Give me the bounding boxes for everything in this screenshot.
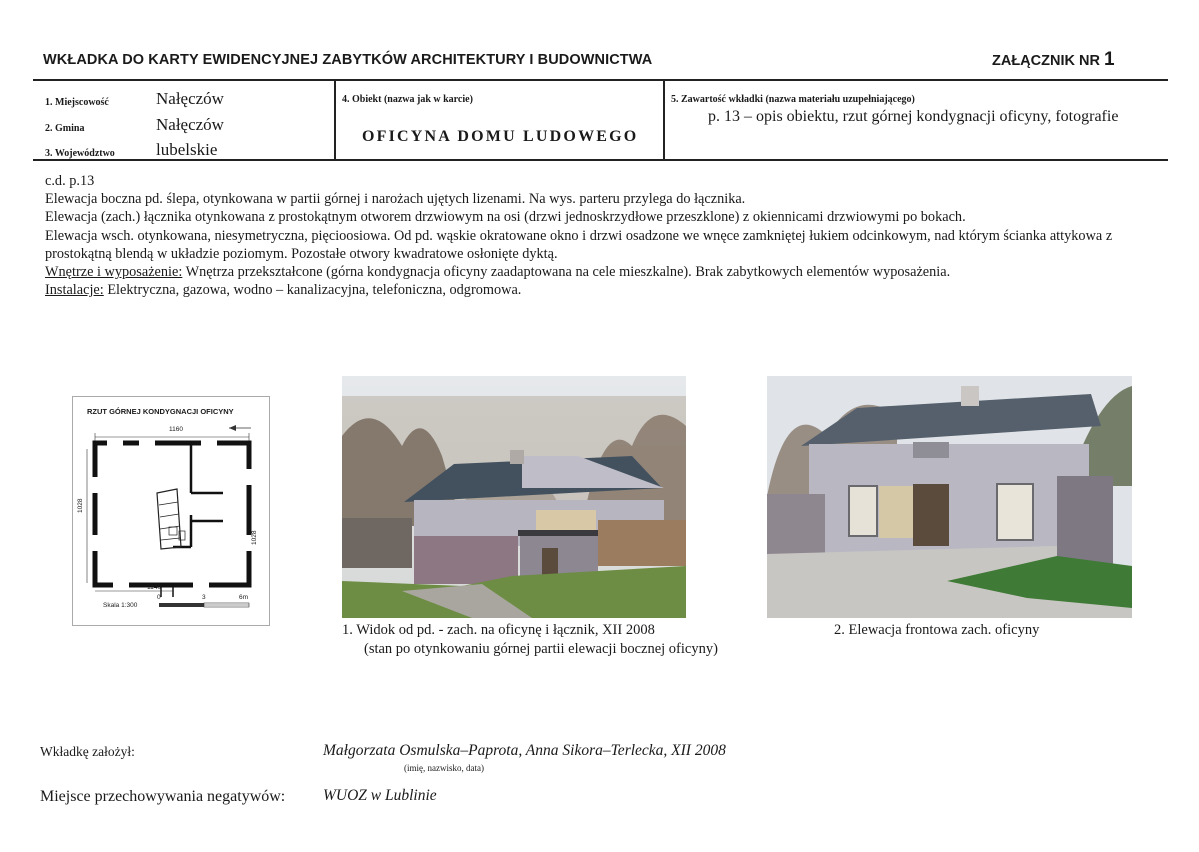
field-label-gmina: 2. Gmina xyxy=(45,123,85,134)
plan-dimension-left: 1028 xyxy=(77,498,84,513)
photo-2-image xyxy=(767,376,1132,618)
plan-scale-label: Skala 1:300 xyxy=(103,602,138,609)
attachment-number-value: 1 xyxy=(1103,49,1115,70)
floor-plan-title: RZUT GÓRNEJ KONDYGNACJI OFICYNY xyxy=(87,407,234,416)
description-line: Elewacja wsch. otynkowana, niesymetryczna, pięcioosiowa. Od pd. wąskie okratowane okno i drzwi osadzone we wnęce zamkniętej łukiem odcinkowym, nad którym ścianka attykowa z prostokątną blendą w układzie poziomym. Pozostałe otwory kwadratowe osłonięte dyktą. xyxy=(45,227,1113,262)
photo-2 xyxy=(767,376,1132,618)
document-title: WKŁADKA DO KARTY EWIDENCYJNEJ ZABYTKÓW ARCHITEKTURY I BUDOWNICTWA xyxy=(43,52,653,68)
header-rule-top xyxy=(33,79,1168,81)
field-value-wojewodztwo: lubelskie xyxy=(156,140,218,159)
storage-value: WUOZ w Lublinie xyxy=(323,787,437,804)
attachment-number xyxy=(992,49,1115,71)
description-line: Elewacja boczna pd. ślepa, otynkowana w partii górnej i narożach ujętych lizenami. Na wys. parteru przylega do łącznika. xyxy=(45,191,746,208)
author-value: Małgorzata Osmulska–Paprota, Anna Sikora–Terlecka, XII 2008 xyxy=(323,742,726,759)
field-value-gmina: Nałęczów xyxy=(156,115,224,134)
photo-1-image xyxy=(342,376,686,618)
field-value-zawartosc: p. 13 – opis obiektu, rzut górnej kondygnacji oficyny, fotografie xyxy=(708,108,1119,125)
author-label: Wkładkę założył: xyxy=(40,744,135,759)
description-line: c.d. p.13 xyxy=(45,173,95,189)
interior-label: Wnętrze i wyposażenie: xyxy=(45,264,183,281)
description-line-interior xyxy=(45,263,1170,281)
plan-dimension-bottom: 1140 xyxy=(147,584,161,591)
column-divider-1 xyxy=(334,81,336,159)
plan-scale-0: 0 xyxy=(157,594,161,601)
photo-2-caption: 2. Elewacja frontowa zach. oficyny xyxy=(834,622,1040,638)
description-text xyxy=(45,172,1170,299)
field-label-wojewodztwo: 3. Województwo xyxy=(45,148,115,159)
plan-scale-3: 3 xyxy=(202,594,206,601)
plan-scale-6: 6m xyxy=(239,594,249,601)
field-value-miejscowosc: Nałęczów xyxy=(156,89,224,108)
installations-label: Instalacje: xyxy=(45,282,104,299)
photo-1-caption-line1: 1. Widok od pd. - zach. na oficynę i łącznik, XII 2008 xyxy=(342,622,655,638)
field-label-miejscowosc: 1. Miejscowość xyxy=(45,97,109,108)
field-label-obiekt: 4. Obiekt (nazwa jak w karcie) xyxy=(342,94,473,105)
attachment-label: ZAŁĄCZNIK NR xyxy=(992,53,1100,69)
column-divider-2 xyxy=(663,81,665,159)
plan-dimension-right: 1028 xyxy=(251,530,258,545)
installations-text: Elektryczna, gazowa, wodno – kanalizacyjna, telefoniczna, odgromowa. xyxy=(103,282,522,299)
interior-text: Wnętrza przekształcone (górna kondygnacja oficyny zaadaptowana na cele mieszkalne). Brak zabytkowych elementów wyposażenia. xyxy=(182,264,951,281)
field-label-zawartosc: 5. Zawartość wkładki (nazwa materiału uzupełniającego) xyxy=(671,94,915,105)
object-name: OFICYNA DOMU LUDOWEGO xyxy=(362,128,639,145)
description-line: Elewacja (zach.) łącznika otynkowana z prostokątnym otworem drzwiowym na osi (drzwi jednoskrzydłowe przeszklone) z okiennicami drzwiowymi po bokach. xyxy=(45,209,966,226)
photo-1-caption-line2: (stan po otynkowaniu górnej partii elewacji bocznej oficyny) xyxy=(364,641,718,657)
floor-plan xyxy=(72,396,270,626)
storage-label: Miejsce przechowywania negatywów: xyxy=(40,788,286,805)
photo-1 xyxy=(342,376,686,618)
author-hint: (imię, nazwisko, data) xyxy=(404,763,484,773)
description-line-installations xyxy=(45,281,1170,299)
plan-dimension-top: 1160 xyxy=(169,426,183,433)
photo-1-caption xyxy=(342,621,718,659)
